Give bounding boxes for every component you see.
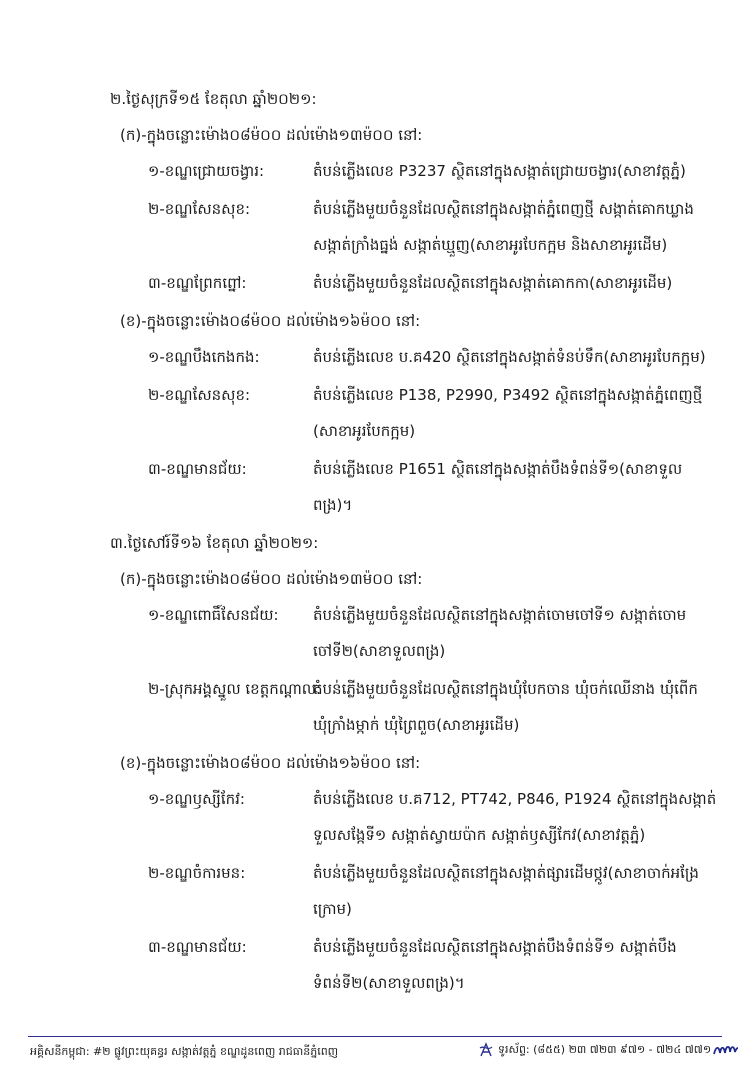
footer-contact (478, 1040, 739, 1060)
item-label: ១-ខណ្ឌឫស្សីកែវ: (148, 790, 245, 808)
item-label: ២-ស្រុកអង្គស្នួល ខេត្តកណ្ដាល: (148, 680, 322, 698)
item-text: តំបន់ភ្លើងមួយចំនួនដែលស្ថិតនៅក្នុងឃុំបែកចាន ឃុំចក់ឈើនាង ឃុំពើក (313, 680, 698, 698)
item-text: សង្កាត់ក្រាំងធ្នង់ សង្កាត់ឃ្មួញ(សាខាអូរបែកក្អម និងសាខាអូរដើម) (313, 236, 668, 254)
initials-signature-icon (713, 1040, 739, 1060)
footer-address: អគ្គិសនីកម្ពុជា: #២ ផ្លូវព្រះយុគន្ធរ សង្កាត់វត្តភ្នំ ខណ្ឌដូនពេញ រាជធានីភ្នំពេញ (30, 1045, 339, 1058)
footer-divider (28, 1036, 722, 1037)
item-label: ១-ខណ្ឌជ្រោយចង្វារ: (148, 162, 265, 180)
item-text: ឃុំក្រាំងម្កាក់ ឃុំព្រៃពួច(សាខាអូរដើម) (313, 716, 520, 734)
item-text: តំបន់ភ្លើងមួយចំនួនដែលស្ថិតនៅក្នុងសង្កាត់ផ្សារដើមថ្កូវ(សាខាចាក់អង្រែ (313, 864, 699, 882)
day-2-slot-a-heading: (ក)-ក្នុងចន្លោះម៉ោង០៨ម៉០០ ដល់ម៉ោង១៣ម៉០០ នៅ: (120, 126, 423, 144)
item-text: ក្រោម) (313, 900, 352, 918)
day-3-slot-a-heading: (ក)-ក្នុងចន្លោះម៉ោង០៨ម៉០០ ដល់ម៉ោង១៣ម៉០០ នៅ: (120, 570, 423, 588)
company-logo-icon (478, 1042, 494, 1058)
item-label: ១-ខណ្ឌពោធិ៍សែនជ័យ: (148, 606, 279, 624)
item-text: តំបន់ភ្លើងលេខ P1651 ស្ថិតនៅក្នុងសង្កាត់បឹងទំពន់ទី១(សាខាទួល (313, 460, 683, 478)
item-label: ១-ខណ្ឌបឹងកេងកង: (148, 348, 260, 366)
day-3-slot-b-heading: (ខ)-ក្នុងចន្លោះម៉ោង០៨ម៉០០ ដល់ម៉ោង១៦ម៉០០ នៅ: (120, 754, 421, 772)
item-text: តំបន់ភ្លើងលេខ P3237 ស្ថិតនៅក្នុងសង្កាត់ជ្រោយចង្វារ(សាខាវត្តភ្នំ) (313, 162, 686, 180)
item-text: ពង្រ)។ (313, 496, 353, 514)
item-text: តំបន់ភ្លើងលេខ ប.គ420 ស្ថិតនៅក្នុងសង្កាត់ទំនប់ទឹក(សាខាអូរបែកក្អម) (313, 348, 706, 366)
item-text: (សាខាអូរបែកក្អម) (313, 422, 416, 440)
item-text: ចៅទី២(សាខាទួលពង្រ) (313, 642, 446, 660)
day-2-heading: ២.ថ្ងៃសុក្រទី១៥ ខែតុលា ឆ្នាំ២០២១: (110, 90, 317, 108)
item-label: ២-ខណ្ឌចំការមន: (148, 864, 246, 882)
day-2-slot-b-heading: (ខ)-ក្នុងចន្លោះម៉ោង០៨ម៉០០ ដល់ម៉ោង១៦ម៉០០ នៅ: (120, 312, 421, 330)
item-text: តំបន់ភ្លើងមួយចំនួនដែលស្ថិតនៅក្នុងសង្កាត់គោកកា(សាខាអូរដើម) (313, 274, 673, 292)
item-text: តំបន់ភ្លើងលេខ ប.គ712, PT742, P846, P1924 ស្ថិតនៅក្នុងសង្កាត់ (313, 790, 717, 808)
item-text: ទំពន់ទី២(សាខាទួលពង្រ)។ (313, 974, 465, 992)
item-text: តំបន់ភ្លើងមួយចំនួនដែលស្ថិតនៅក្នុងសង្កាត់បឹងទំពន់ទី១ សង្កាត់បឹង (313, 938, 677, 956)
item-text: តំបន់ភ្លើងមួយចំនួនដែលស្ថិតនៅក្នុងសង្កាត់ចោមចៅទី១ សង្កាត់ចោម (313, 606, 687, 624)
item-text: ទួលសង្កែទី១ សង្កាត់ស្វាយប៉ាក សង្កាត់ឫស្សីកែវ(សាខាវត្តភ្នំ) (313, 826, 646, 844)
item-label: ២-ខណ្ឌសែនសុខ: (148, 200, 251, 218)
day-3-heading: ៣.ថ្ងៃសៅរ៍ទី១៦ ខែតុលា ឆ្នាំ២០២១: (110, 534, 319, 552)
item-label: ២-ខណ្ឌសែនសុខ: (148, 386, 251, 404)
item-label: ៣-ខណ្ឌមានជ័យ: (148, 460, 247, 478)
item-label: ៣-ខណ្ឌមានជ័យ: (148, 938, 247, 956)
footer-phone: ទូរស័ព្ទ: (៨៥៥) ២៣ ៧២៣ ៩៧១ - ៧២៤ ៧៧១ (498, 1043, 712, 1056)
item-text: តំបន់ភ្លើងលេខ P138, P2990, P3492 ស្ថិតនៅក្នុងសង្កាត់ភ្នំពេញថ្មី (313, 386, 703, 404)
item-label: ៣-ខណ្ឌព្រែកព្នៅ: (148, 274, 247, 292)
item-text: តំបន់ភ្លើងមួយចំនួនដែលស្ថិតនៅក្នុងសង្កាត់ភ្នំពេញថ្មី សង្កាត់គោកឃ្លាង (313, 200, 694, 218)
